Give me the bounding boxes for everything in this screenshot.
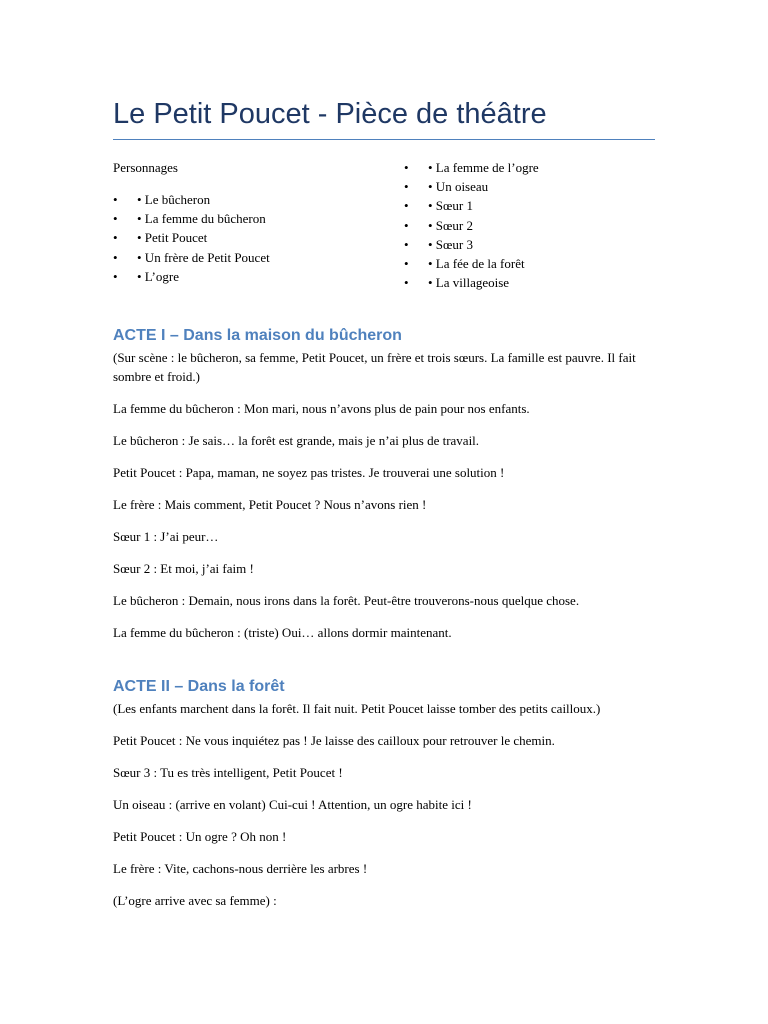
dialogue-line: Sœur 1 : J’ai peur… xyxy=(113,529,219,545)
document-title: Le Petit Poucet - Pièce de théâtre xyxy=(113,98,547,130)
list-item xyxy=(404,254,655,273)
bullet-icon: • xyxy=(113,192,118,207)
dialogue-line: Le frère : Vite, cachons-nous derrière les arbres ! xyxy=(113,860,368,876)
dialogue-line: Sœur 3 : Tu es très intelligent, Petit Poucet ! xyxy=(113,764,343,780)
character-name: • La femme du bûcheron xyxy=(137,211,266,227)
bullet-icon: • xyxy=(113,230,118,246)
dialogue-line: Sœur 2 : Et moi, j’ai faim ! xyxy=(113,561,254,577)
dialogue-line: La femme du bûcheron : (triste) Oui… allons dormir maintenant. xyxy=(113,625,452,641)
bullet-icon: • xyxy=(404,275,409,291)
bullet-icon: • xyxy=(404,256,409,272)
list-item xyxy=(404,177,655,196)
list-item xyxy=(404,235,655,254)
bullet-icon: • xyxy=(404,179,409,195)
dialogue-line: La femme du bûcheron : Mon mari, nous n’avons plus de pain pour nos enfants. xyxy=(113,401,530,417)
dialogue-line: Petit Poucet : Un ogre ? Oh non ! xyxy=(113,828,287,844)
list-item xyxy=(113,267,393,286)
character-name: • Petit Poucet xyxy=(137,230,208,246)
bullet-icon: • xyxy=(404,198,409,214)
act-1-heading: ACTE I – Dans la maison du bûcheron xyxy=(113,327,402,344)
bullet-icon: • xyxy=(404,160,409,175)
bullet-icon: • xyxy=(113,268,118,284)
act-1-section xyxy=(113,326,655,655)
characters-list-right xyxy=(404,158,655,292)
list-item xyxy=(404,216,655,235)
dialogue-line: Un oiseau : (arrive en volant) Cui-cui ! Attention, un ogre habite ici ! xyxy=(113,796,472,812)
character-name: • Un frère de Petit Poucet xyxy=(137,249,270,265)
act-2-heading: ACTE II – Dans la forêt xyxy=(113,678,285,695)
act-2-section xyxy=(113,677,655,923)
character-name: • Sœur 3 xyxy=(428,236,473,252)
character-name: • Le bûcheron xyxy=(137,192,211,207)
dialogue-line: Le bûcheron : Demain, nous irons dans la forêt. Peut-être trouverons-nous quelque chose. xyxy=(113,593,580,609)
characters-column-left xyxy=(113,158,393,286)
character-name: • La villageoise xyxy=(428,275,510,291)
bullet-icon: • xyxy=(404,217,409,233)
list-item xyxy=(404,158,655,177)
list-item xyxy=(113,248,393,267)
character-name: • Sœur 2 xyxy=(428,217,473,233)
title-underline xyxy=(113,139,655,140)
list-item xyxy=(404,196,655,215)
dialogue-line: Le bûcheron : Je sais… la forêt est grande, mais je n’ai plus de travail. xyxy=(113,433,480,449)
dialogue-line: Petit Poucet : Ne vous inquiétez pas ! Je laisse des cailloux pour retrouver le chemin. xyxy=(113,732,555,748)
character-name: • La fée de la forêt xyxy=(428,256,525,272)
character-name: • L’ogre xyxy=(137,268,179,284)
character-name: • La femme de l’ogre xyxy=(428,160,539,175)
list-item xyxy=(113,228,393,247)
bullet-icon: • xyxy=(113,249,118,265)
bullet-icon: • xyxy=(113,211,118,227)
characters-column-right xyxy=(404,158,655,292)
dialogue-line: Le frère : Mais comment, Petit Poucet ? Nous n’avons rien ! xyxy=(113,497,427,513)
characters-list-left xyxy=(113,190,393,286)
bullet-icon: • xyxy=(404,236,409,252)
character-name: • Un oiseau xyxy=(428,179,489,195)
stage-direction: (Les enfants marchent dans la forêt. Il fait nuit. Petit Poucet laisse tomber des petits cailloux.) xyxy=(113,701,601,716)
stage-direction: (L’ogre arrive avec sa femme) : xyxy=(113,892,277,908)
character-name: • Sœur 1 xyxy=(428,198,473,214)
stage-direction: (Sur scène : le bûcheron, sa femme, Petit Poucet, un frère et trois sœurs. La famille est pauvre. Il fait sombre et froid.) xyxy=(113,350,636,385)
dialogue-line: Petit Poucet : Papa, maman, ne soyez pas tristes. Je trouverai une solution ! xyxy=(113,465,505,481)
characters-heading: Personnages xyxy=(113,160,178,175)
list-item xyxy=(113,190,393,209)
list-item xyxy=(113,209,393,228)
list-item xyxy=(404,273,655,292)
